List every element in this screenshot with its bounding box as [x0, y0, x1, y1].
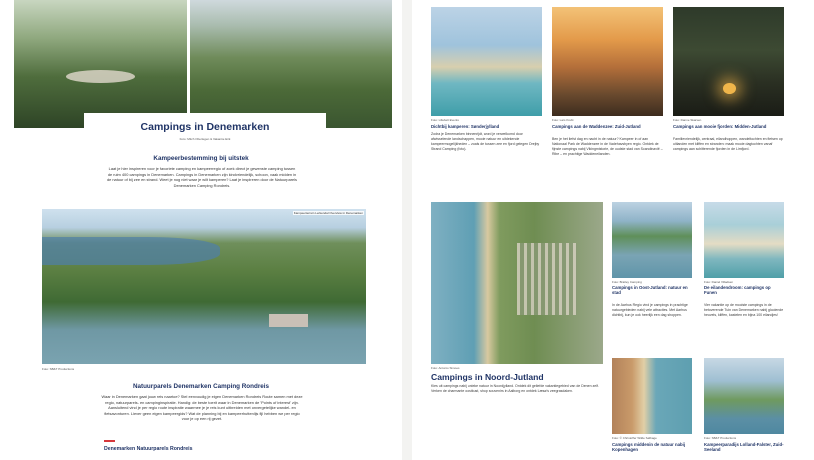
small-card-credit-1: Foto: Bratley Camping [612, 280, 642, 284]
footer-heading: Denemarken Natuurparels Rondreis [104, 446, 193, 452]
card-credit-2: Foto: Lars Krebt [552, 118, 574, 122]
card-photo-fjorden [673, 7, 784, 116]
hero-photo-hammock [14, 0, 187, 128]
small-card-text-2: Vier vakantie op de mooiste campings in de betoverende Tuin van Denemarken nabij glooiende heuvels, kliffen, kastelen en bijna 100 eilandjes! [704, 303, 784, 317]
noord-jutland-photo [431, 202, 603, 364]
rondreis-paragraph: Waar in Denemarken gaat jouw reis naartoe? Stel eenvoudig je eigen Denemarken Rondreis Route samen met deze regio, natuurparels- en campinginspiratie. Handig: de beste toerit waar in Denemarken de 'Points of interest' zijn. Aansluitend vind je per regio route inspiratie waarmee je je reis kunt uitbreiden met onvergetelijke wandel- en fietsavonturen. Liever geen eigen kampeergids? Wat de planning bij en kampeerhuttenlijs fijl hebben we per regio voor je op een rij gezet. [101, 394, 303, 421]
noord-jutland-title: Campings in Noord-Jutland [431, 372, 544, 382]
section-heading: Kampeerbestemming bij uitstek [153, 155, 249, 162]
card-title-3: Campings aan mooie fjorden: Midden-Jutland [673, 124, 767, 129]
card-photo-lolland-falster [704, 358, 784, 434]
noord-jutland-credit: Foto: Antonio Simoes [431, 366, 460, 370]
card-text-2: Ben je het liefst dag en nacht in de natuur? Kampeer in of aan Nationaal Park de Waddenzee in de Vadehavsbyen regio. Ontdek de fijnste campings nabij Vikingmistorie, de oudste stad van Scandinavië – Ribe – en prachtige Waddeneilanden. [552, 137, 663, 156]
card-credit-3: Foto: Danne Skarsen [673, 118, 702, 122]
intro-paragraph: Laat je hier inspireren voor je favoriete camping en kampeerregio of zoek direct je gewenste camping tussen de ruim 400 campings in Denemarken. Campings in Denemarken zijn kindvriendelijk, schoon, vaak midden in de natuur of bij zee en strand. Weet je nog niet waar je wilt kamperen? Laat je inspireren door de Natuurparels Denemarken Camping Rondreis. [106, 166, 298, 188]
title-photo-credit: Foto: Mitch Oberlegen & Vakantie Erik [179, 137, 231, 141]
right-page [412, 0, 814, 460]
small-card-credit-4: Foto: SB&T Productions [704, 436, 737, 440]
card-photo-funen [704, 202, 784, 278]
card-photo-kopenhagen [612, 358, 692, 434]
hero-photo-forest [190, 0, 392, 128]
accent-bar [104, 440, 115, 442]
card-photo-waddenzee [552, 7, 663, 116]
small-card-credit-3: Foto: © Christoffer Wilde Sølbage [612, 436, 657, 440]
card-title-1: Dichtbij kamperen: Sønderjylland [431, 124, 500, 129]
card-photo-oost-jutland [612, 202, 692, 278]
small-card-title-2: De eilandendroom: campings op Funen [704, 285, 771, 296]
small-card-credit-2: Foto: Daniel Villadsen [704, 280, 734, 284]
title-card [84, 113, 326, 145]
small-card-title-3: Campings middenin de natuur nabij Kopenhagen [612, 442, 686, 453]
card-text-3: Familievriendelijk, centraal, eilandhoppen, wandeltochten en fietsen op uitlanden met kliffen en stranden: maak mooie dagtochten vanaf campings aan schitterende fjorden in de Limfjord. [673, 137, 783, 151]
aerial-photo-credit: Foto: SB&T Productions [42, 367, 75, 371]
card-credit-1: Foto: Lillebelt Events [431, 118, 459, 122]
map-pin-label: Kampeerterrein Lerkendal Overview in Denemarken [293, 211, 363, 215]
card-photo-sonderjylland [431, 7, 542, 116]
aerial-camping-photo [42, 209, 366, 364]
noord-jutland-text: Kies uit campings nabij unieke natuur in Noordjylland. Ontdek dit geliefde vakantiegebied van de Denen zelf. Verken de charmante oostkust, shop souvenirs in Aalborg en ontdek Læsø's zeegrasdaken. [431, 384, 599, 393]
left-page [0, 0, 402, 460]
small-card-title-4: Kampeerparadijs Lolland-Falster, Zuid-Seeland [704, 442, 784, 453]
card-title-2: Campings aan de Waddenzee: Zuid-Jutland [552, 124, 641, 129]
small-card-text-1: In de Aarhus Regio vind je campings in prachtige natuurgebieden nabij vele attracties. Met Aarhus dichtbij, kun je ook heerlijk een dag shoppen. [612, 303, 688, 317]
rondreis-heading: Natuurparels Denemarken Camping Rondreis [132, 383, 270, 390]
small-card-title-1: Campings in Oost-Jutland: natuur en stad [612, 285, 688, 296]
page-title: Campings in Denemarken [140, 121, 270, 133]
card-text-1: Zodra je Denemarken binnenrijdt, word je verwelkomd door afwisselende landschappen, mooie natuur en uitdekende kampeermogelijkheden – zoals de tussen zee en fjord gelegen Drejby Strand Camping (foto). [431, 132, 540, 151]
